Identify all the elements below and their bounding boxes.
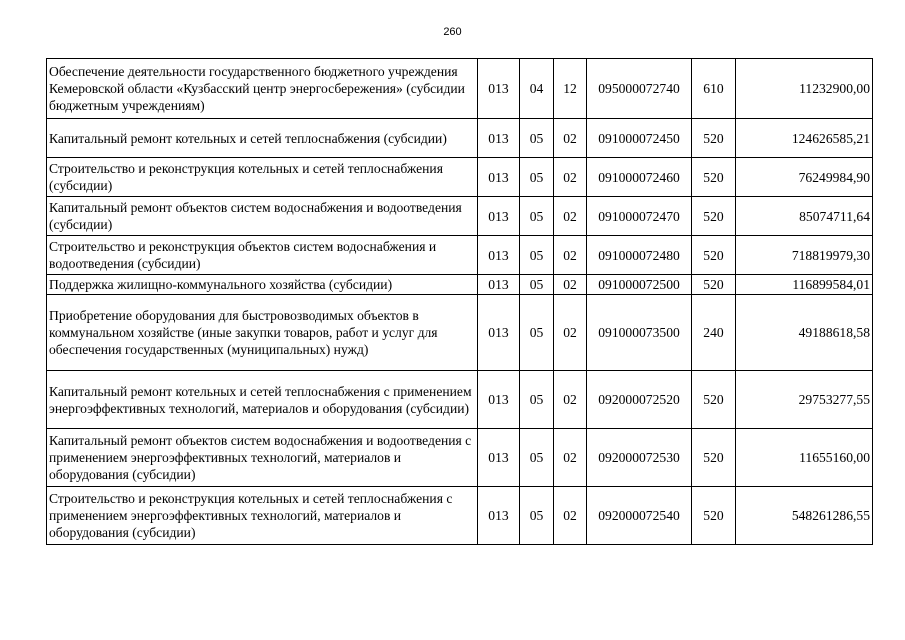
subsection-code-cell: 02 (554, 236, 587, 275)
section-code-cell: 05 (520, 275, 554, 295)
expense-name-cell: Капитальный ремонт котельных и сетей теплоснабжения с применением энергоэффективных технологий, материалов и оборудования (субсидии) (47, 371, 478, 429)
amount-cell: 85074711,64 (736, 197, 873, 236)
table-row (47, 371, 873, 429)
table-row (47, 119, 873, 158)
amount-cell: 718819979,30 (736, 236, 873, 275)
ministry-code-cell: 013 (478, 236, 520, 275)
section-code-cell: 05 (520, 197, 554, 236)
target-article-cell: 091000072460 (587, 158, 692, 197)
section-code-cell: 04 (520, 59, 554, 119)
section-code-cell: 05 (520, 429, 554, 487)
table-row (47, 487, 873, 545)
expense-type-cell: 520 (692, 236, 736, 275)
amount-cell: 11655160,00 (736, 429, 873, 487)
target-article-cell: 091000072480 (587, 236, 692, 275)
section-code-cell: 05 (520, 487, 554, 545)
subsection-code-cell: 02 (554, 487, 587, 545)
target-article-cell: 095000072740 (587, 59, 692, 119)
subsection-code-cell: 12 (554, 59, 587, 119)
ministry-code-cell: 013 (478, 59, 520, 119)
table-row (47, 197, 873, 236)
ministry-code-cell: 013 (478, 158, 520, 197)
table-row (47, 158, 873, 197)
expense-name-cell: Поддержка жилищно-коммунального хозяйства (субсидии) (47, 275, 478, 295)
table-row (47, 275, 873, 295)
table-row (47, 429, 873, 487)
expense-type-cell: 520 (692, 487, 736, 545)
expense-type-cell: 520 (692, 158, 736, 197)
amount-cell: 124626585,21 (736, 119, 873, 158)
expense-type-cell: 610 (692, 59, 736, 119)
expense-type-cell: 520 (692, 197, 736, 236)
amount-cell: 116899584,01 (736, 275, 873, 295)
subsection-code-cell: 02 (554, 158, 587, 197)
subsection-code-cell: 02 (554, 429, 587, 487)
target-article-cell: 091000073500 (587, 295, 692, 371)
ministry-code-cell: 013 (478, 275, 520, 295)
expense-name-cell: Строительство и реконструкция котельных и сетей теплоснабжения с применением энергоэффективных технологий, материалов и оборудования (субсидии) (47, 487, 478, 545)
amount-cell: 11232900,00 (736, 59, 873, 119)
expense-name-cell: Капитальный ремонт объектов систем водоснабжения и водоотведения с применением энергоэффективных технологий, материалов и оборудования (субсидии) (47, 429, 478, 487)
amount-cell: 49188618,58 (736, 295, 873, 371)
target-article-cell: 091000072500 (587, 275, 692, 295)
table-row (47, 236, 873, 275)
amount-cell: 76249984,90 (736, 158, 873, 197)
amount-cell: 548261286,55 (736, 487, 873, 545)
subsection-code-cell: 02 (554, 295, 587, 371)
ministry-code-cell: 013 (478, 371, 520, 429)
section-code-cell: 05 (520, 295, 554, 371)
expense-name-cell: Капитальный ремонт котельных и сетей теплоснабжения (субсидии) (47, 119, 478, 158)
expense-type-cell: 520 (692, 371, 736, 429)
section-code-cell: 05 (520, 158, 554, 197)
table-row (47, 59, 873, 119)
expense-type-cell: 520 (692, 119, 736, 158)
target-article-cell: 092000072520 (587, 371, 692, 429)
expense-name-cell: Строительство и реконструкция котельных и сетей теплоснабжения (субсидии) (47, 158, 478, 197)
expense-type-cell: 520 (692, 275, 736, 295)
amount-cell: 29753277,55 (736, 371, 873, 429)
section-code-cell: 05 (520, 371, 554, 429)
budget-table (46, 58, 873, 545)
expense-name-cell: Обеспечение деятельности государственного бюджетного учреждения Кемеровской области «Кузбасский центр энергосбережения» (субсидии бюджетным учреждениям) (47, 59, 478, 119)
page-number: 260 (443, 26, 462, 38)
expense-name-cell: Капитальный ремонт объектов систем водоснабжения и водоотведения (субсидии) (47, 197, 478, 236)
expense-type-cell: 520 (692, 429, 736, 487)
subsection-code-cell: 02 (554, 119, 587, 158)
subsection-code-cell: 02 (554, 371, 587, 429)
target-article-cell: 091000072450 (587, 119, 692, 158)
expense-type-cell: 240 (692, 295, 736, 371)
ministry-code-cell: 013 (478, 295, 520, 371)
section-code-cell: 05 (520, 236, 554, 275)
table-row (47, 295, 873, 371)
expense-name-cell: Строительство и реконструкция объектов систем водоснабжения и водоотведения (субсидии) (47, 236, 478, 275)
target-article-cell: 092000072530 (587, 429, 692, 487)
subsection-code-cell: 02 (554, 275, 587, 295)
ministry-code-cell: 013 (478, 429, 520, 487)
target-article-cell: 091000072470 (587, 197, 692, 236)
section-code-cell: 05 (520, 119, 554, 158)
ministry-code-cell: 013 (478, 119, 520, 158)
subsection-code-cell: 02 (554, 197, 587, 236)
ministry-code-cell: 013 (478, 487, 520, 545)
target-article-cell: 092000072540 (587, 487, 692, 545)
ministry-code-cell: 013 (478, 197, 520, 236)
expense-name-cell: Приобретение оборудования для быстровозводимых объектов в коммунальном хозяйстве (иные закупки товаров, работ и услуг для обеспечения государственных (муниципальных) нужд) (47, 295, 478, 371)
